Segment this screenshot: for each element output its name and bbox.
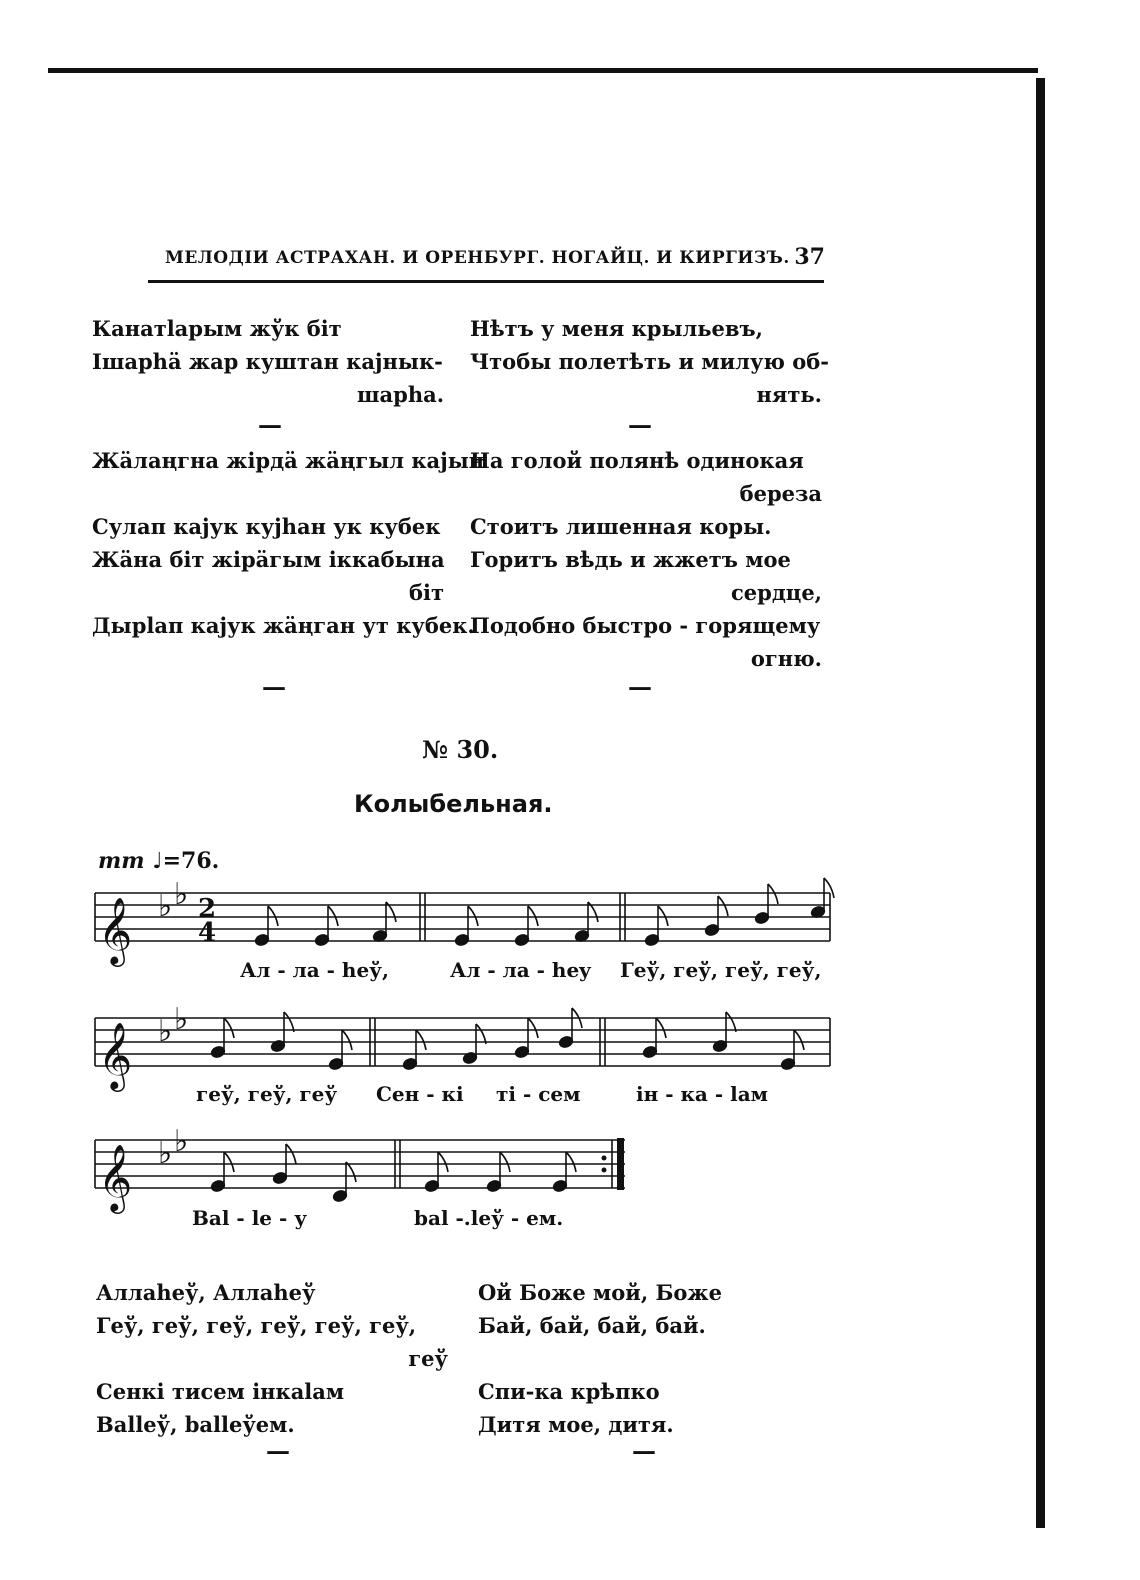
final-barline [617,1138,624,1190]
verse-line: На голой полянѣ одинокая [470,448,804,473]
note-flag [284,1012,294,1032]
quarter-note-icon: ♩ [152,848,163,874]
header-title: МЕЛОДІИ АСТРАХАН. И ОРЕНБУРГ. НОГАЙЦ. И КИРГИЗЪ. [165,248,790,268]
verse-line: Дитя мое, дитя. [478,1412,674,1437]
lyric-syllables: Bal - le - у [192,1206,308,1230]
verse-line: Стоитъ лишенная коры. [470,514,772,539]
verse-line: Ой Боже мой, Боже [478,1280,722,1305]
note-flag [224,1152,234,1172]
verse3-left [96,1276,448,1441]
separator-dash: — [632,1436,656,1465]
lyric-syllables: ін - ка - lам [636,1082,769,1106]
lyric-syllables: Сен - кі [376,1082,464,1106]
verse-line: Геў, геў, геў, геў, геў, геў, [96,1313,417,1338]
note-flag [726,1012,736,1032]
separator-dash: — [628,410,652,439]
verse-line: Жäна біт жірäгым іккабына [92,547,445,572]
verse-line: Чтобы полетѣть и милую об- [470,349,829,374]
note-flag [718,896,728,916]
treble-clef-icon: 𝄞 [98,896,133,964]
lyric-syllables: bal -.leў - ем. [414,1206,564,1230]
piece-title: Колыбельная. [354,790,553,818]
verse-line: Спи-ка крѣпко [478,1379,660,1404]
note-flag [268,906,278,926]
note-flag [528,906,538,926]
time-signature-bottom: 4 [198,918,217,948]
note-flag [346,1162,356,1182]
lyric-syllables: Ал - ла - hey [450,958,591,982]
lyric-syllables: Геў, геў, геў, геў, [620,958,822,982]
verse-line: Бай, бай, бай, бай. [478,1313,706,1338]
repeat-dot [602,1168,607,1173]
flat-icon: ♭ [174,1002,189,1037]
flat-icon: ♭ [158,1014,173,1049]
verse3-right [478,1276,830,1441]
note-flag [476,1024,486,1044]
page-number: 37 [794,244,825,270]
note-flag [438,1152,448,1172]
verse-line: Подобно быстро - горящему [470,613,821,638]
verse-line: Аллаheў, Аллаheў [96,1280,316,1305]
separator-dash: — [266,1436,290,1465]
separator-dash: — [262,672,286,701]
note-flag [286,1144,296,1164]
tempo-prefix: mm [98,848,145,874]
note-flag [342,1030,352,1050]
verse-line: Ішарhä жар куштан кајнык- [92,349,443,374]
separator-dash: — [258,410,282,439]
verse-line: Канатlарым жўк біт [92,316,342,341]
note-flag [656,1018,666,1038]
treble-clef-icon: 𝄞 [98,1143,133,1211]
note-flag [566,1152,576,1172]
note-flag [500,1152,510,1172]
lyric-syllables: Ал - ла - heў, [240,958,389,982]
note-group [210,878,834,1203]
note-flag [328,906,338,926]
note-flag [658,906,668,926]
note-flag [824,878,834,898]
verse-line: Сулап кајук кујhан ук кубек [92,514,441,539]
verse-line: нять. [756,382,822,407]
tempo-value: =76. [162,848,220,874]
repeat-dot [602,1156,607,1161]
note-flag [224,1018,234,1038]
lyric-syllables: ті - сем [496,1082,581,1106]
verse-line: геў [408,1346,448,1371]
verse-line: Нѣтъ у меня крыльевъ, [470,316,763,341]
verse-line: Горитъ вѣдь и жжетъ мое [470,547,791,572]
verse-line: Balleў, balleўем. [96,1412,295,1437]
time-signature-top: 2 [198,894,217,924]
note-flag [528,1018,538,1038]
note-flag [794,1030,804,1050]
verse-spacer [478,1342,830,1375]
flat-icon: ♭ [158,1136,173,1171]
note-flag [768,884,778,904]
separator-dash: — [628,672,652,701]
verse-line: шарhа. [356,382,444,407]
flat-icon: ♭ [174,1124,189,1159]
flat-icon: ♭ [158,889,173,924]
flat-icon: ♭ [174,877,189,912]
piece-number: № 30. [422,735,499,764]
note-flag [416,1030,426,1050]
verse-line: Дырlап кајук жäңган ут кубек. [92,613,475,638]
verse-line: Сенкі тисем інкаlам [96,1379,345,1404]
treble-clef-icon: 𝄞 [98,1021,133,1089]
verse-line: огню. [750,646,822,671]
note-flag [468,906,478,926]
verse-line: Жäлаңгна жірдä жäңгыл кајын [92,448,485,473]
lyric-syllables: геў, геў, геў [196,1082,338,1106]
verse-line: сердце, [730,580,822,605]
verse-line: береза [739,481,822,506]
verse-line: біт [409,580,444,605]
